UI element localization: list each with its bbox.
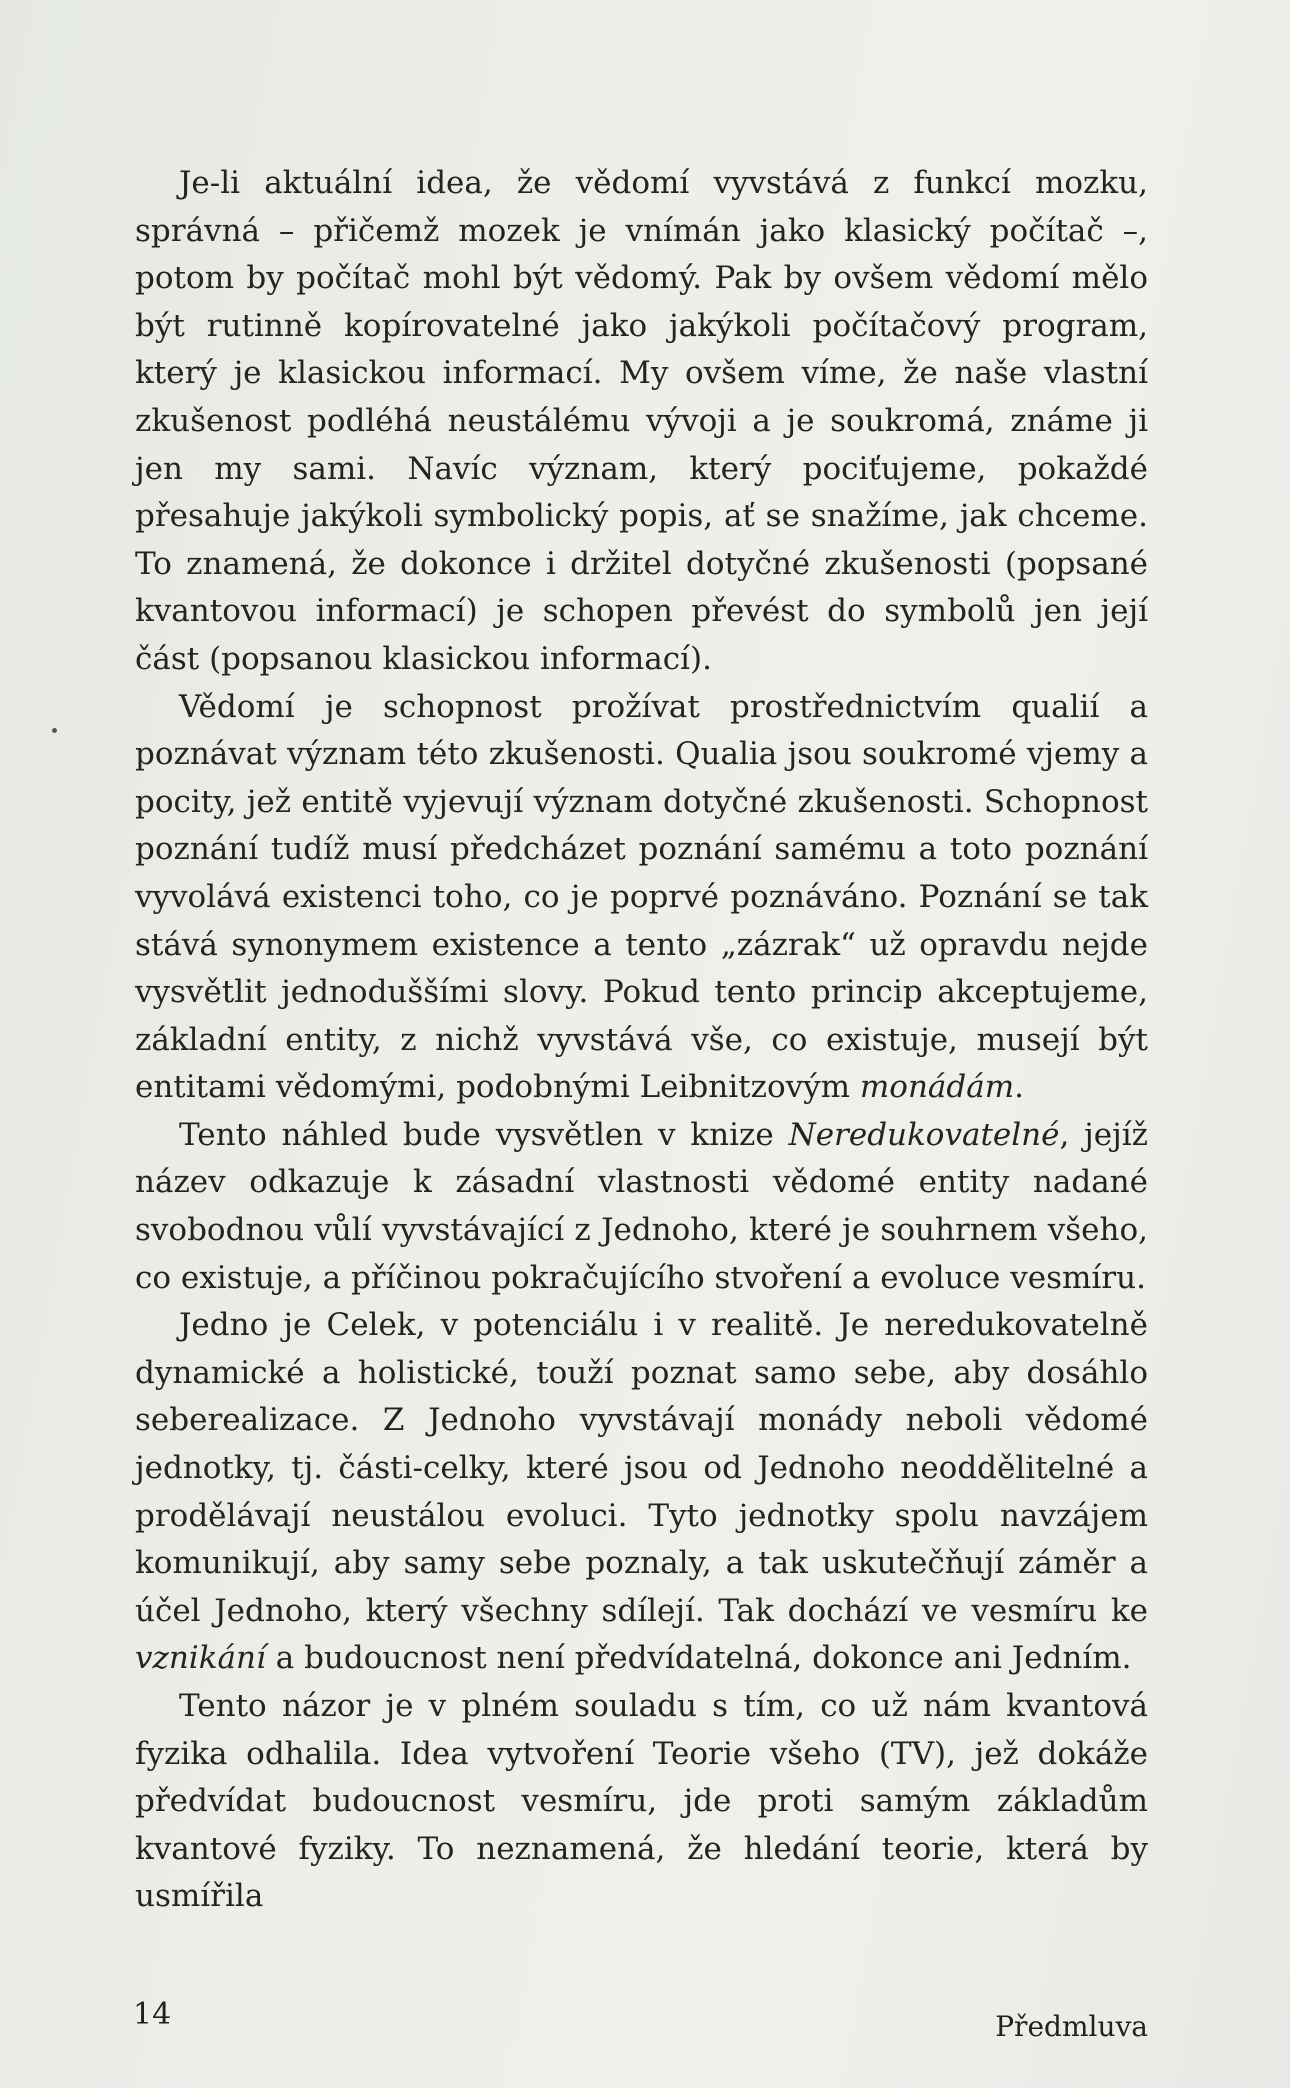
text-run: Jedno je Celek, v potenciálu i v realitě. Je neredukovatelně dynamické a holistické, touží poznat samo sebe, aby dosáhlo seberealizace. Z Jednoho vyvstávají monády neboli vědomé jednotky, tj. části-celky, které jsou od Jednoho neoddělitelné a prodělávají neustálou evoluci. Tyto jednotky spolu navzájem komunikují, aby samy sebe poznaly, a tak uskutečňují záměr a účel Jednoho, který všechny sdílejí. Tak dochází ve vesmíru ke: [135, 1307, 1148, 1629]
italic-text: Neredukovatelné: [788, 1116, 1060, 1153]
text-run: Je-li aktuální idea, že vědomí vyvstává z funkcí mozku, správná – přičemž mozek je vnímán jako klasický počítač –, potom by počítač mohl být vědomý. Pak by ovšem vědomí mělo být rutinně kopírovatelné jako jakýkoli počítačový program, který je klasickou informací. My ovšem víme, že naše vlastní zkušenost podléhá neustálému vývoji a je soukromá, známe ji jen my sami. Navíc význam, který pociťujeme, pokaždé přesahuje jakýkoli symbolický popis, ať se snažíme, jak chceme. To znamená, že dokonce i držitel dotyčné zkušenosti (popsané kvantovou informací) je schopen převést do symbolů jen její část (popsanou klasickou informací).: [135, 165, 1148, 677]
text-run: Tento názor je v plném souladu s tím, co už nám kvantová fyzika odhalila. Idea vytvoření Teorie všeho (TV), jež dokáže předvídat budoucnost vesmíru, jde proti samým základům kvantové fyziky. To neznamená, že hledání teorie, která by usmířila: [135, 1688, 1148, 1915]
text-run: Tento náhled bude vysvětlen v knize: [179, 1116, 789, 1153]
paragraph: [135, 1302, 1148, 1683]
text-run: , jejíž název odkazuje k zásadní vlastnosti vědomé entity nadané svobodnou vůlí vyvstávající z Jednoho, které je souhrnem všeho, co existuje, a příčinou pokračujícího stvoření a evoluce vesmíru.: [135, 1116, 1148, 1296]
paragraph: [135, 1683, 1148, 1921]
italic-text: monádám: [859, 1069, 1015, 1106]
paragraph: [135, 160, 1148, 684]
text-run: .: [1014, 1069, 1024, 1106]
running-footer-title: Předmluva: [995, 2010, 1148, 2043]
text-run: Vědomí je schopnost prožívat prostřednictvím qualií a poznávat význam této zkušenosti. Qualia jsou soukromé vjemy a pocity, jež entitě vyjevují význam dotyčné zkušenosti. Schopnost poznání tudíž musí předcházet poznání samému a toto poznání vyvolává existenci toho, co je poprvé poznáváno. Poznání se tak stává synonymem existence a tento „zázrak“ už opravdu nejde vysvětlit jednoduššími slovy. Pokud tento princip akceptujeme, základní entity, z nichž vyvstává vše, co existuje, musejí být entitami vědomými, podobnými Leibnitzovým: [135, 688, 1148, 1106]
paragraph: [135, 1112, 1148, 1302]
italic-text: vznikání: [135, 1640, 266, 1677]
paragraph: [135, 684, 1148, 1112]
print-speck: [52, 728, 57, 733]
text-run: a budoucnost není předvídatelná, dokonce ani Jedním.: [265, 1640, 1132, 1677]
page-number: 14: [133, 1997, 172, 2032]
body-text: [135, 160, 1148, 1921]
